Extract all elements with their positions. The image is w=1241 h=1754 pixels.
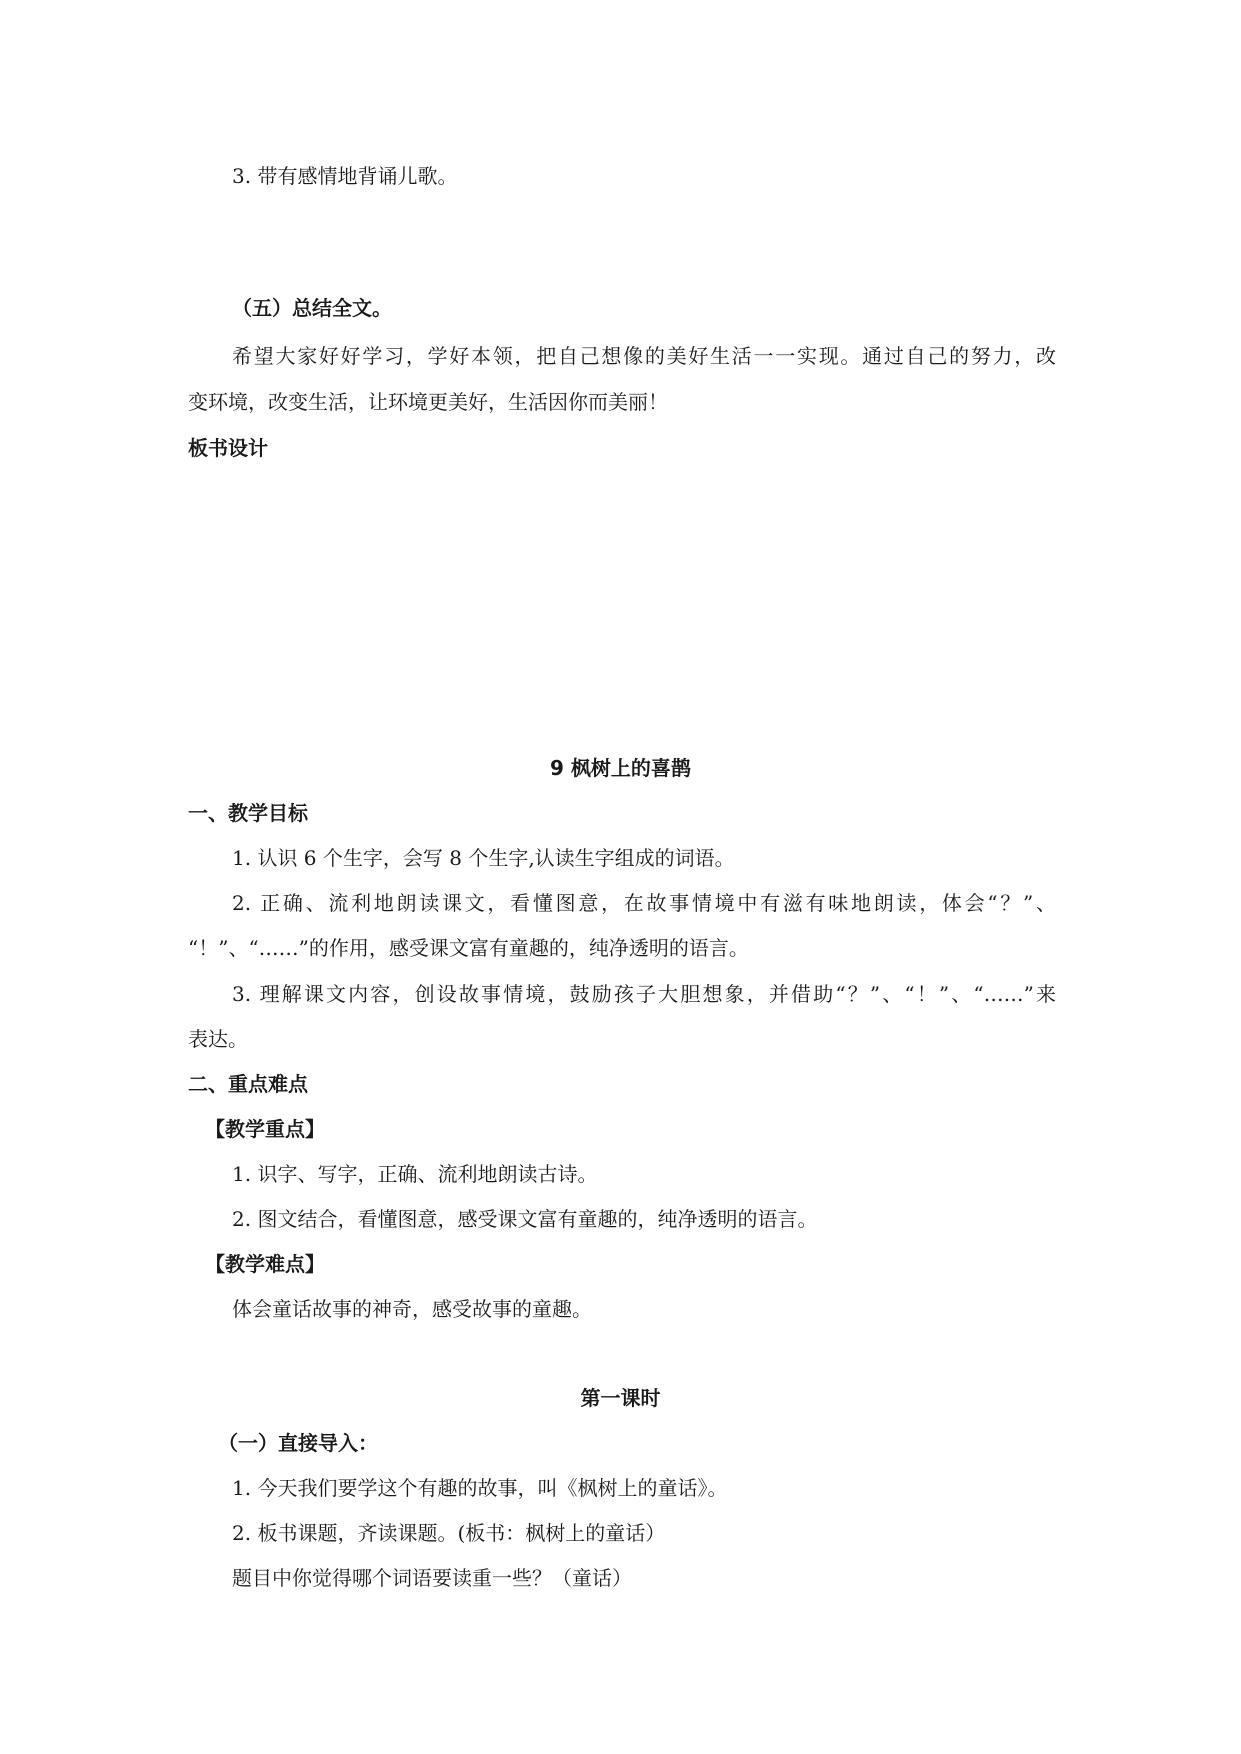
key-difficult-heading: 二、重点难点: [188, 1072, 308, 1096]
goal-item-1: 1. 认识 6 个生字，会写 8 个生字,认读生字组成的词语。: [232, 846, 735, 870]
teaching-focus-label: 【教学重点】: [205, 1117, 325, 1141]
summary-paragraph-line-2: 变环境，改变生活，让环境更美好，生活因你而美丽！: [188, 390, 668, 414]
teaching-goals-heading: 一、教学目标: [188, 801, 308, 825]
first-lesson-heading: 第一课时: [580, 1386, 661, 1410]
focus-item-1: 1. 识字、写字，正确、流利地朗读古诗。: [232, 1162, 598, 1186]
goal-item-2-line-1: 2. 正确、流利地朗读课文，看懂图意，在故事情境中有滋有味地朗读，体会“？”、: [232, 891, 1056, 915]
goal-item-3-line-1: 3. 理解课文内容，创设故事情境，鼓励孩子大胆想象，并借助“？”、“！”、“……”来: [232, 982, 1056, 1006]
recite-item-3: 3. 带有感情地背诵儿歌。: [232, 164, 458, 188]
teaching-difficulty-label: 【教学难点】: [205, 1252, 325, 1276]
goal-item-3-line-2: 表达。: [188, 1027, 248, 1051]
section-summary-heading: （五）总结全文。: [232, 296, 392, 320]
difficulty-item: 体会童话故事的神奇，感受故事的童趣。: [232, 1297, 592, 1321]
board-design-heading: 板书设计: [188, 436, 268, 460]
goal-item-2-line-2: “！”、“……”的作用，感受课文富有童趣的，纯净透明的语言。: [188, 936, 749, 960]
intro-item-2: 2. 板书课题，齐读课题。(板书：枫树上的童话）: [232, 1521, 666, 1545]
summary-paragraph-line-1: 希望大家好好学习，学好本领，把自己想像的美好生活一一实现。通过自己的努力，改: [232, 344, 1056, 368]
intro-item-1: 1. 今天我们要学这个有趣的故事，叫《枫树上的童话》。: [232, 1476, 728, 1500]
intro-question: 题目中你觉得哪个词语要读重一些？（童话）: [232, 1566, 632, 1590]
focus-item-2: 2. 图文结合，看懂图意，感受课文富有童趣的，纯净透明的语言。: [232, 1207, 818, 1231]
direct-intro-heading: （一）直接导入：: [218, 1431, 378, 1455]
lesson-title: 9 枫树上的喜鹊: [550, 756, 691, 780]
